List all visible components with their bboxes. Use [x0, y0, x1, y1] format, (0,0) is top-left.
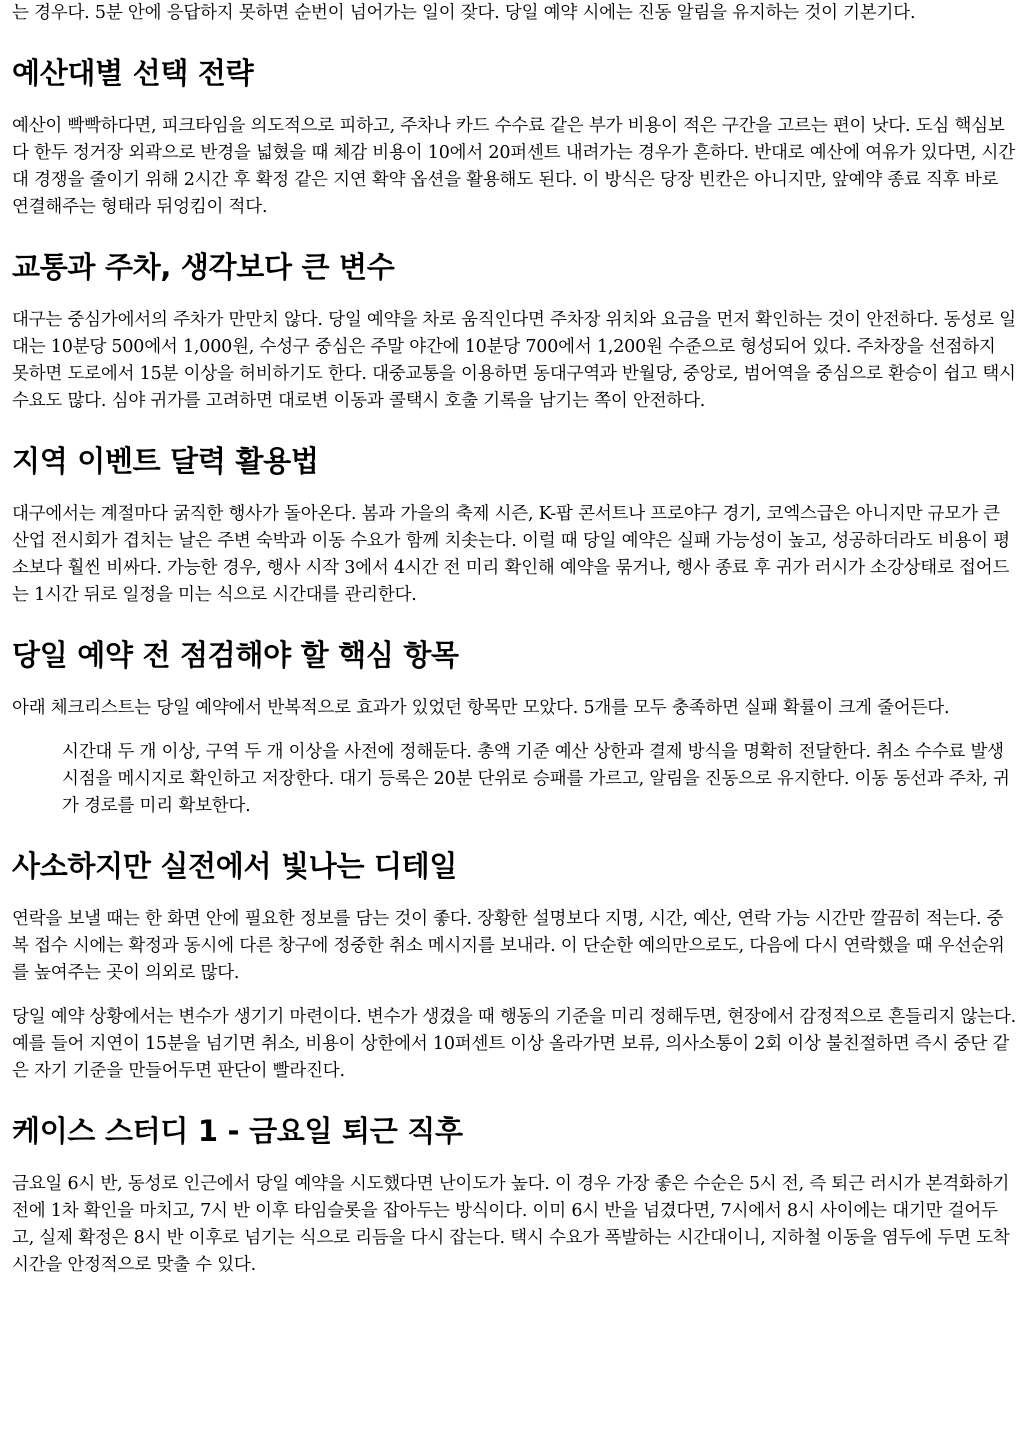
intro-paragraph: 는 경우다. 5분 안에 응답하지 못하면 순번이 넘어가는 일이 잦다. 당일 예약 시에는 진동 알림을 유지하는 것이 기본기다.	[12, 3, 916, 23]
paragraph-case-study-1: 금요일 6시 반, 동성로 인근에서 당일 예약을 시도했다면 난이도가 높다. 이 경우 가장 좋은 수순은 5시 전, 즉 퇴근 러시가 본격화하기 전에 1차 확인을 마치고, 7시 반 이후 타임슬롯을 잡아두는 방식이다. 이미 6시 반을 넘겼다면, 7시에서 8시 사이에는 대기만 걸어두고, 실제 확정은 8시 반 이후로 넘기는 식으로 리듬을 다시 잡는다. 택시 수요가 폭발하는 시간대이니, 지하철 이동을 염두에 두면 도착 시간을 안정적으로 맞출 수 있다.	[12, 1174, 1010, 1275]
heading-details: 사소하지만 실전에서 빛나는 디테일	[12, 849, 458, 883]
checklist-quote	[12, 739, 1016, 820]
heading-budget-strategy: 예산대별 선택 전략	[12, 56, 254, 90]
heading-event-calendar: 지역 이벤트 달력 활용법	[12, 444, 319, 478]
paragraph-budget-strategy: 예산이 빡빡하다면, 피크타임을 의도적으로 피하고, 주차나 카드 수수료 같은 부가 비용이 적은 구간을 고르는 편이 낫다. 도심 핵심보다 한두 정거장 외곽으로 반경을 넓혔을 때 체감 비용이 10에서 20퍼센트 내려가는 경우가 흔하다. 반대로 예산에 여유가 있다면, 시간대 경쟁을 줄이기 위해 2시간 후 확정 같은 지연 확약 옵션을 활용해도 된다. 이 방식은 당장 빈칸은 아니지만, 앞예약 종료 직후 바로 연결해주는 형태라 뒤엉킴이 적다.	[12, 116, 1015, 217]
paragraph-event-calendar: 대구에서는 계절마다 굵직한 행사가 돌아온다. 봄과 가을의 축제 시즌, K-팝 콘서트나 프로야구 경기, 코엑스급은 아니지만 규모가 큰 산업 전시회가 겹치는 날은 주변 숙박과 이동 수요가 함께 치솟는다. 이럴 때 당일 예약은 실패 가능성이 높고, 성공하더라도 비용이 평소보다 훨씬 비싸다. 가능한 경우, 행사 시작 3에서 4시간 전 미리 확인해 예약을 묶거나, 행사 종료 후 귀가 러시가 소강상태로 접어드는 1시간 뒤로 일정을 미는 식으로 시간대를 관리한다.	[12, 504, 1010, 605]
paragraph-checklist-intro: 아래 체크리스트는 당일 예약에서 반복적으로 효과가 있었던 항목만 모았다. 5개를 모두 충족하면 실패 확률이 크게 줄어든다.	[12, 698, 950, 718]
checklist-quote-text: 시간대 두 개 이상, 구역 두 개 이상을 사전에 정해둔다. 총액 기준 예산 상한과 결제 방식을 명확히 전달한다. 취소 수수료 발생 시점을 메시지로 확인하고 저장한다. 대기 등록은 20분 단위로 승패를 가르고, 알림을 진동으로 유지한다. 이동 동선과 주차, 귀가 경로를 미리 확보한다.	[62, 742, 1010, 816]
paragraph-details-1: 연락을 보낼 때는 한 화면 안에 필요한 정보를 담는 것이 좋다. 장황한 설명보다 지명, 시간, 예산, 연락 가능 시간만 깔끔히 적는다. 중복 접수 시에는 확정과 동시에 다른 창구에 정중한 취소 메시지를 보내라. 이 단순한 예의만으로도, 다음에 다시 연락했을 때 우선순위를 높여주는 곳이 의외로 많다.	[12, 909, 1005, 983]
paragraph-traffic-parking: 대구는 중심가에서의 주차가 만만치 않다. 당일 예약을 차로 움직인다면 주차장 위치와 요금을 먼저 확인하는 것이 안전하다. 동성로 일대는 10분당 500에서 1,000원, 수성구 중심은 주말 야간에 10분당 700에서 1,200원 수준으로 형성되어 있다. 주차장을 선점하지 못하면 도로에서 15분 이상을 허비하기도 한다. 대중교통을 이용하면 동대구역과 반월당, 중앙로, 범어역을 중심으로 환승이 쉽고 택시 수요도 많다. 심야 귀가를 고려하면 대로변 이동과 콜택시 호출 기록을 남기는 쪽이 안전하다.	[12, 310, 1016, 411]
heading-case-study-1: 케이스 스터디 1 - 금요일 퇴근 직후	[12, 1114, 463, 1148]
paragraph-details-2: 당일 예약 상황에서는 변수가 생기기 마련이다. 변수가 생겼을 때 행동의 기준을 미리 정해두면, 현장에서 감정적으로 흔들리지 않는다. 예를 들어 지연이 15분을 넘기면 취소, 비용이 상한에서 10퍼센트 이상 올라가면 보류, 의사소통이 2회 이상 불친절하면 즉시 중단 같은 자기 기준을 만들어두면 판단이 빨라진다.	[12, 1007, 1016, 1081]
heading-checklist: 당일 예약 전 점검해야 할 핵심 항목	[12, 638, 459, 672]
heading-traffic-parking: 교통과 주차, 생각보다 큰 변수	[12, 250, 395, 284]
